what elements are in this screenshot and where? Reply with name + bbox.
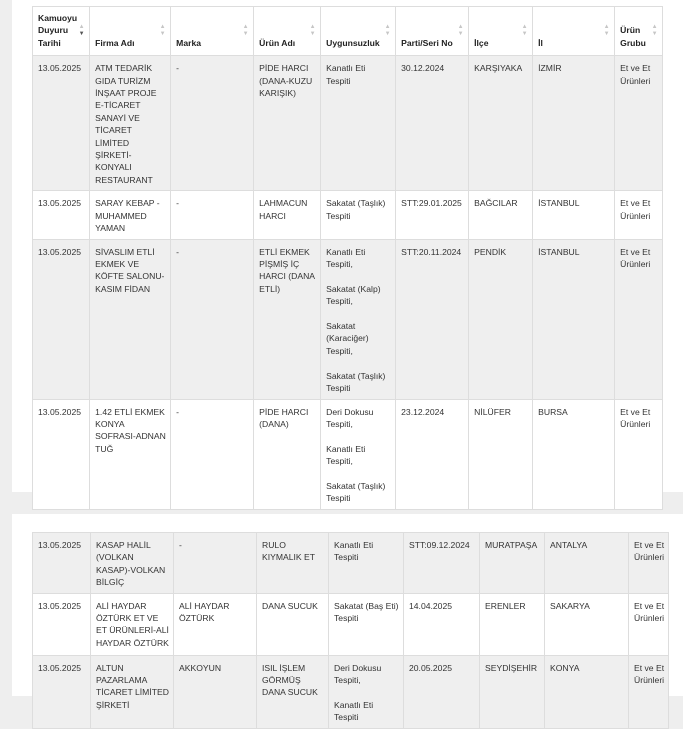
cell-date: 13.05.2025 <box>33 239 90 399</box>
results-panel-top <box>12 0 683 504</box>
cell-nonconformity <box>321 56 396 191</box>
column-header-firm[interactable]: Firma Adı ▲ ▼ <box>90 7 171 56</box>
cell-firm: SİVASLIM ETLİ EKMEK VE KÖFTE SALONU-KASIM FİDAN <box>90 239 171 399</box>
cell-date: 13.05.2025 <box>33 655 91 728</box>
nonconformity-item: Sakatat (Kalp) Tespiti, <box>326 283 381 307</box>
recall-table <box>32 6 663 510</box>
cell-lot: STT:20.11.2024 <box>396 239 469 399</box>
cell-product: PİDE HARCI (DANA) <box>254 399 321 509</box>
sort-icon[interactable]: ▲ ▼ <box>651 24 658 38</box>
cell-nonconformity <box>321 399 396 509</box>
nonconformity-item: Sakatat (Taşlık) Tespiti <box>326 480 386 504</box>
cell-city: İSTANBUL <box>533 191 615 239</box>
cell-district: KARŞIYAKA <box>469 56 533 191</box>
cell-date: 13.05.2025 <box>33 56 90 191</box>
cell-firm: KASAP HALİL (VOLKAN KASAP)-VOLKAN BİLGİÇ <box>91 533 174 594</box>
cell-brand: ALİ HAYDAR ÖZTÜRK <box>174 593 257 655</box>
cell-nonconformity <box>329 593 404 655</box>
cell-date: 13.05.2025 <box>33 191 90 239</box>
table-row <box>33 533 669 594</box>
table-header-row <box>33 7 663 56</box>
cell-brand: - <box>171 191 254 239</box>
nonconformity-item: Kanatlı Eti Tespiti, <box>326 246 366 269</box>
table-row <box>33 655 669 728</box>
cell-group: Et ve Et Ürünleri <box>615 399 663 509</box>
column-header-city[interactable]: İl ▲ ▼ <box>533 7 615 56</box>
sort-icon[interactable]: ▲ ▼ <box>309 24 316 38</box>
cell-city: İZMİR <box>533 56 615 191</box>
cell-lot: 20.05.2025 <box>404 655 480 728</box>
cell-nonconformity <box>329 533 404 594</box>
cell-district: BAĞCILAR <box>469 191 533 239</box>
sort-icon[interactable]: ▲ ▼ <box>384 24 391 38</box>
cell-date: 13.05.2025 <box>33 533 91 594</box>
nonconformity-item: Sakatat (Karaciğer) Tespiti, <box>326 320 369 356</box>
cell-group: Et ve Et Ürünleri <box>615 239 663 399</box>
column-header-product[interactable]: Ürün Adı ▲ ▼ <box>254 7 321 56</box>
sort-icon[interactable]: ▲ ▼ <box>603 24 610 38</box>
cell-brand: - <box>174 533 257 594</box>
cell-product: LAHMACUN HARCI <box>254 191 321 239</box>
cell-firm: ATM TEDARİK GIDA TURİZM İNŞAAT PROJE E-TİCARET SANAYİ VE TİCARET LİMİTED ŞİRKETİ-KONYALI RESTAURANT <box>90 56 171 191</box>
cell-group: Et ve Et Ürünleri <box>629 533 669 594</box>
cell-city: BURSA <box>533 399 615 509</box>
table-row <box>33 56 663 191</box>
cell-lot: STT:29.01.2025 <box>396 191 469 239</box>
cell-lot: 30.12.2024 <box>396 56 469 191</box>
cell-nonconformity <box>321 239 396 399</box>
column-header-nonconformity[interactable]: Uygunsuzluk ▲ ▼ <box>321 7 396 56</box>
column-header-group[interactable]: Ürün Grubu ▲ ▼ <box>615 7 663 56</box>
cell-city: ANTALYA <box>545 533 629 594</box>
nonconformity-item: Kanatlı Eti Tespiti <box>326 63 366 86</box>
cell-firm: ALİ HAYDAR ÖZTÜRK ET VE ET ÜRÜNLERİ-ALİ HAYDAR ÖZTÜRK <box>91 593 174 655</box>
cell-group: Et ve Et Ürünleri <box>629 655 669 728</box>
nonconformity-item: Sakatat (Taşlık) Tespiti <box>326 370 386 393</box>
nonconformity-item: Sakatat (Taşlık) Tespiti <box>326 198 386 221</box>
recall-table <box>32 532 669 729</box>
cell-date: 13.05.2025 <box>33 399 90 509</box>
sort-icon[interactable]: ▲ ▼ <box>159 24 166 38</box>
table-row <box>33 191 663 239</box>
nonconformity-item: Kanatlı Eti Tespiti <box>334 699 374 723</box>
cell-lot: STT:09.12.2024 <box>404 533 480 594</box>
cell-city: SAKARYA <box>545 593 629 655</box>
cell-brand: - <box>171 399 254 509</box>
cell-firm: 1.42 ETLİ EKMEK KONYA SOFRASI-ADNAN TUĞ <box>90 399 171 509</box>
sort-icon[interactable]: ▲ ▼ <box>521 24 528 38</box>
nonconformity-item: Deri Dokusu Tespiti, <box>334 662 382 686</box>
cell-group: Et ve Et Ürünleri <box>615 191 663 239</box>
cell-lot: 23.12.2024 <box>396 399 469 509</box>
cell-brand: - <box>171 56 254 191</box>
table-row <box>33 399 663 509</box>
cell-brand: - <box>171 239 254 399</box>
column-header-date[interactable]: Kamuoyu Duyuru Tarihi ▲ ▼ <box>33 7 90 56</box>
cell-product: PİDE HARCI (DANA-KUZU KARIŞIK) <box>254 56 321 191</box>
cell-brand: AKKOYUN <box>174 655 257 728</box>
sort-icon[interactable]: ▲ ▼ <box>242 24 249 38</box>
cell-district: PENDİK <box>469 239 533 399</box>
nonconformity-item: Kanatlı Eti Tespiti <box>334 540 374 563</box>
cell-nonconformity <box>329 655 404 728</box>
sort-icon[interactable]: ▲ ▼ <box>78 24 85 38</box>
cell-group: Et ve Et Ürünleri <box>615 56 663 191</box>
cell-district: NİLÜFER <box>469 399 533 509</box>
cell-product: DANA SUCUK <box>257 593 329 655</box>
column-header-lot[interactable]: Parti/Seri No ▲ ▼ <box>396 7 469 56</box>
nonconformity-item: Kanatlı Eti Tespiti, <box>326 443 366 467</box>
cell-firm: ALTUN PAZARLAMA TİCARET LİMİTED ŞİRKETİ <box>91 655 174 728</box>
nonconformity-item: Deri Dokusu Tespiti, <box>326 406 374 429</box>
cell-product: ETLİ EKMEK PİŞMİŞ İÇ HARCI (DANA ETLİ) <box>254 239 321 399</box>
cell-product: ISIL İŞLEM GÖRMÜŞ DANA SUCUK <box>257 655 329 728</box>
sort-icon[interactable]: ▲ ▼ <box>457 24 464 38</box>
cell-city: KONYA <box>545 655 629 728</box>
table-row <box>33 593 669 655</box>
nonconformity-item: Sakatat (Baş Eti) Tespiti <box>334 600 399 624</box>
cell-lot: 14.04.2025 <box>404 593 480 655</box>
cell-group: Et ve Et Ürünleri <box>629 593 669 655</box>
table-row <box>33 239 663 399</box>
column-header-brand[interactable]: Marka ▲ ▼ <box>171 7 254 56</box>
cell-product: RULO KIYMALIK ET <box>257 533 329 594</box>
cell-city: İSTANBUL <box>533 239 615 399</box>
cell-district: SEYDİŞEHİR <box>480 655 545 728</box>
results-panel-bottom <box>12 514 683 723</box>
cell-district: ERENLER <box>480 593 545 655</box>
cell-district: MURATPAŞA <box>480 533 545 594</box>
cell-nonconformity <box>321 191 396 239</box>
column-header-district[interactable]: İlçe ▲ ▼ <box>469 7 533 56</box>
cell-date: 13.05.2025 <box>33 593 91 655</box>
cell-firm: SARAY KEBAP - MUHAMMED YAMAN <box>90 191 171 239</box>
